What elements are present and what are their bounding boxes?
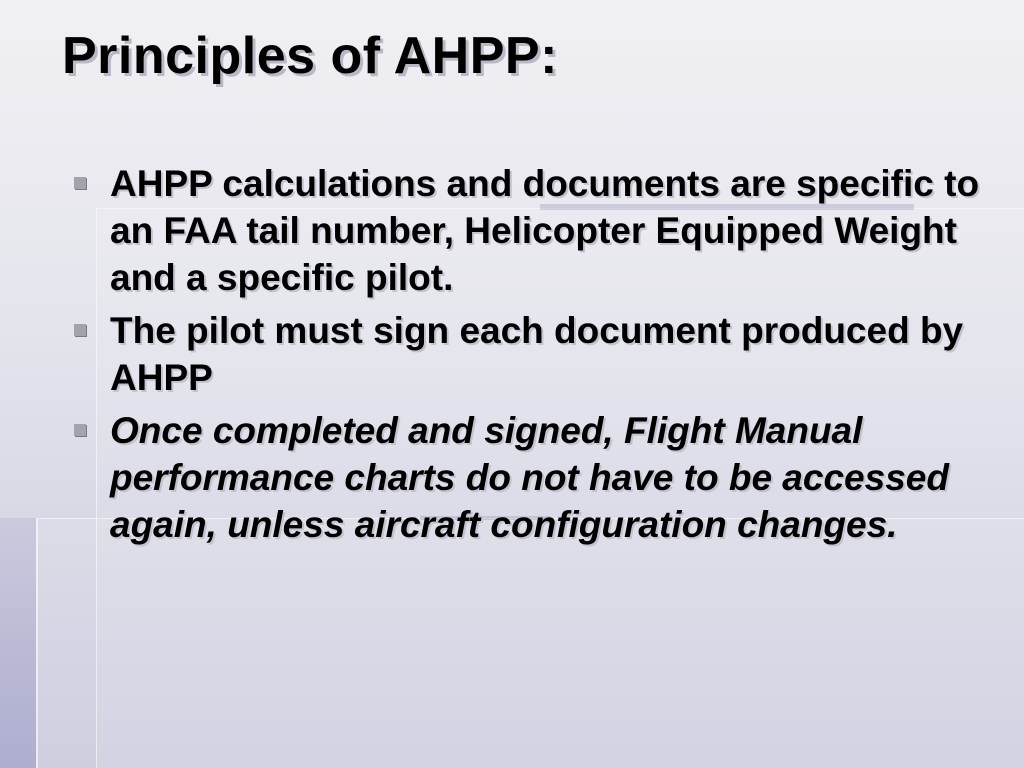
square-bullet-icon [74,424,86,436]
bullet-list [74,160,984,554]
slide-title: Principles of AHPP: [62,27,558,85]
bullet-text: Once completed and signed, Flight Manual performance charts do not have to be accessed again, unless aircraft configuration changes. [110,410,949,545]
square-bullet-icon [74,177,86,189]
decorative-left-strip [0,518,36,768]
bullet-item [74,160,984,301]
bullet-text: AHPP calculations and documents are specific to an FAA tail number, Helicopter Equipped Weight and a specific pilot. [110,163,980,298]
bullet-item [74,407,984,548]
bullet-item [74,307,984,401]
square-bullet-icon [74,324,86,336]
bullet-text: The pilot must sign each document produced by AHPP [110,310,964,398]
decorative-panel-lower [36,518,1024,768]
